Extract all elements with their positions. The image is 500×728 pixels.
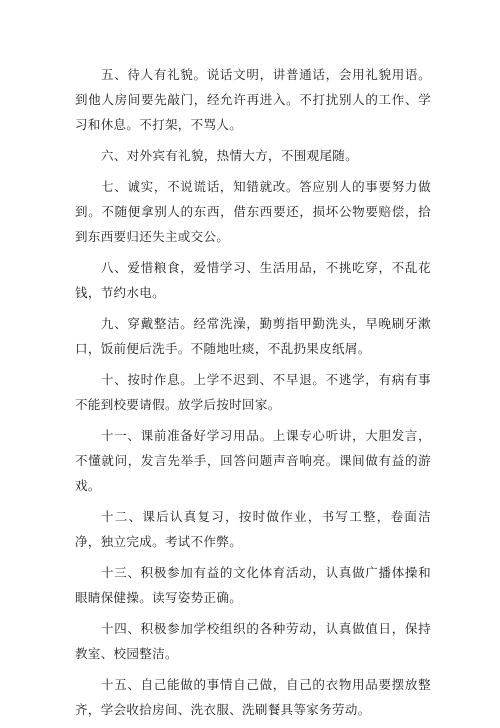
paragraph-rule-11: 十一、课前准备好学习用品。上课专心听讲，大胆发言，不懂就问，发言先举手，回答问题声音响亮。课间做有益的游戏。 — [75, 428, 431, 493]
paragraph-rule-15: 十五、自己能做的事情自己做，自己的衣物用品要摆放整齐，学会收拾房间、洗衣服、洗刷餐具等家务劳动。 — [75, 677, 431, 717]
paragraph-rule-7: 七、诚实，不说谎话，知错就改。答应别人的事要努力做到。不随便拿别人的东西，借东西要还，损坏公物要赔偿，拾到东西要归还失主或交公。 — [75, 179, 431, 244]
paragraph-rule-13: 十三、积极参加有益的文化体育活动，认真做广播体操和眼睛保健操。读写姿势正确。 — [75, 565, 431, 605]
paragraph-rule-5: 五、待人有礼貌。说话文明，讲普通话，会用礼貌用语。到他人房间要先敲门，经允许再进入。不打扰别人的工作、学习和休息。不打架，不骂人。 — [75, 67, 431, 132]
paragraph-rule-12: 十二、课后认真复习，按时做作业，书写工整，卷面洁净，独立完成。考试不作弊。 — [75, 509, 431, 549]
document-body — [75, 62, 431, 728]
paragraph-rule-8: 八、爱惜粮食，爱惜学习、生活用品，不挑吃穿，不乱花钱，节约水电。 — [75, 260, 431, 300]
paragraph-rule-14: 十四、积极参加学校组织的各种劳动，认真做值日，保持教室、校园整洁。 — [75, 621, 431, 661]
paragraph-rule-10: 十、按时作息。上学不迟到、不早退。不逃学，有病有事不能到校要请假。放学后按时回家。 — [75, 372, 431, 412]
paragraph-rule-6: 六、对外宾有礼貌，热情大方，不围观尾随。 — [101, 148, 359, 163]
paragraph-rule-9: 九、穿戴整洁。经常洗澡，勤剪指甲勤洗头，早晚刷牙漱口，饭前便后洗手。不随地吐痰，不乱扔果皮纸屑。 — [75, 316, 431, 356]
